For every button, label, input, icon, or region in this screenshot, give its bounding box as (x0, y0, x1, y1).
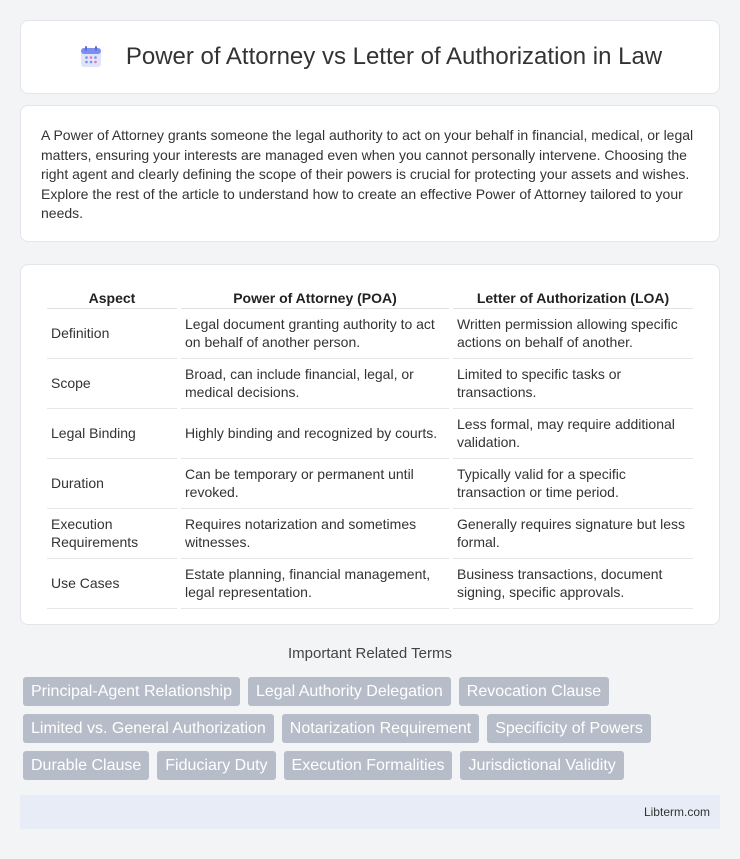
cell-poa: Broad, can include financial, legal, or medical decisions. (181, 359, 449, 409)
related-terms-list (23, 677, 723, 788)
table-row (47, 309, 693, 359)
tag-jurisdictional-validity[interactable]: Jurisdictional Validity (460, 751, 623, 780)
cell-aspect: Scope (47, 359, 177, 409)
tag-revocation-clause[interactable]: Revocation Clause (459, 677, 609, 706)
comparison-table-card (20, 264, 720, 625)
cell-loa: Business transactions, document signing, specific approvals. (453, 559, 693, 609)
tag-fiduciary-duty[interactable]: Fiduciary Duty (157, 751, 275, 780)
title-card (20, 20, 720, 94)
table-header-row (47, 285, 693, 309)
cell-aspect: Use Cases (47, 559, 177, 609)
cell-poa: Legal document granting authority to act on behalf of another person. (181, 309, 449, 359)
cell-poa: Can be temporary or permanent until revoked. (181, 459, 449, 509)
header-aspect: Aspect (47, 285, 177, 309)
related-terms-heading: Important Related Terms (288, 645, 452, 662)
cell-poa: Requires notarization and sometimes witnesses. (181, 509, 449, 559)
cell-loa: Generally requires signature but less formal. (453, 509, 693, 559)
page-title: Power of Attorney vs Letter of Authorization in Law (125, 43, 663, 70)
intro-card (20, 105, 720, 242)
table-row (47, 359, 693, 409)
cell-loa: Limited to specific tasks or transactions. (453, 359, 693, 409)
cell-loa: Less formal, may require additional validation. (453, 409, 693, 459)
table-row (47, 459, 693, 509)
cell-aspect: Duration (47, 459, 177, 509)
cell-aspect: Legal Binding (47, 409, 177, 459)
footer (20, 795, 720, 829)
table-row (47, 409, 693, 459)
header-loa: Letter of Authorization (LOA) (453, 285, 693, 309)
tag-execution-formalities[interactable]: Execution Formalities (284, 751, 453, 780)
cell-poa: Estate planning, financial management, legal representation. (181, 559, 449, 609)
footer-site-link[interactable]: Libterm.com (643, 805, 710, 819)
tag-row (23, 714, 723, 743)
cell-loa: Written permission allowing specific actions on behalf of another. (453, 309, 693, 359)
header-poa: Power of Attorney (POA) (181, 285, 449, 309)
tag-row (23, 751, 723, 780)
tag-legal-authority-delegation[interactable]: Legal Authority Delegation (248, 677, 451, 706)
cell-aspect: Execution Requirements (47, 509, 177, 559)
cell-loa: Typically valid for a specific transaction or time period. (453, 459, 693, 509)
table-row (47, 509, 693, 559)
tag-principal-agent-relationship[interactable]: Principal-Agent Relationship (23, 677, 240, 706)
tag-durable-clause[interactable]: Durable Clause (23, 751, 149, 780)
intro-paragraph: A Power of Attorney grants someone the legal authority to act on your behalf in financial, medical, or legal matters, ensuring your interests are managed even when you cannot personally intervene. Choosing the right agent and clearly defining the scope of their powers is crucial for protecting your assets and wishes. Explore the rest of the article to understand how to create an effective Power of Attorney tailored to your needs. (41, 127, 694, 221)
tag-notarization-requirement[interactable]: Notarization Requirement (282, 714, 479, 743)
cell-aspect: Definition (47, 309, 177, 359)
tag-limited-vs-general-authorization[interactable]: Limited vs. General Authorization (23, 714, 274, 743)
tag-row (23, 677, 723, 706)
table-row (47, 559, 693, 609)
tag-specificity-of-powers[interactable]: Specificity of Powers (487, 714, 651, 743)
calendar-icon (78, 44, 104, 70)
comparison-table (43, 285, 697, 609)
cell-poa: Highly binding and recognized by courts. (181, 409, 449, 459)
